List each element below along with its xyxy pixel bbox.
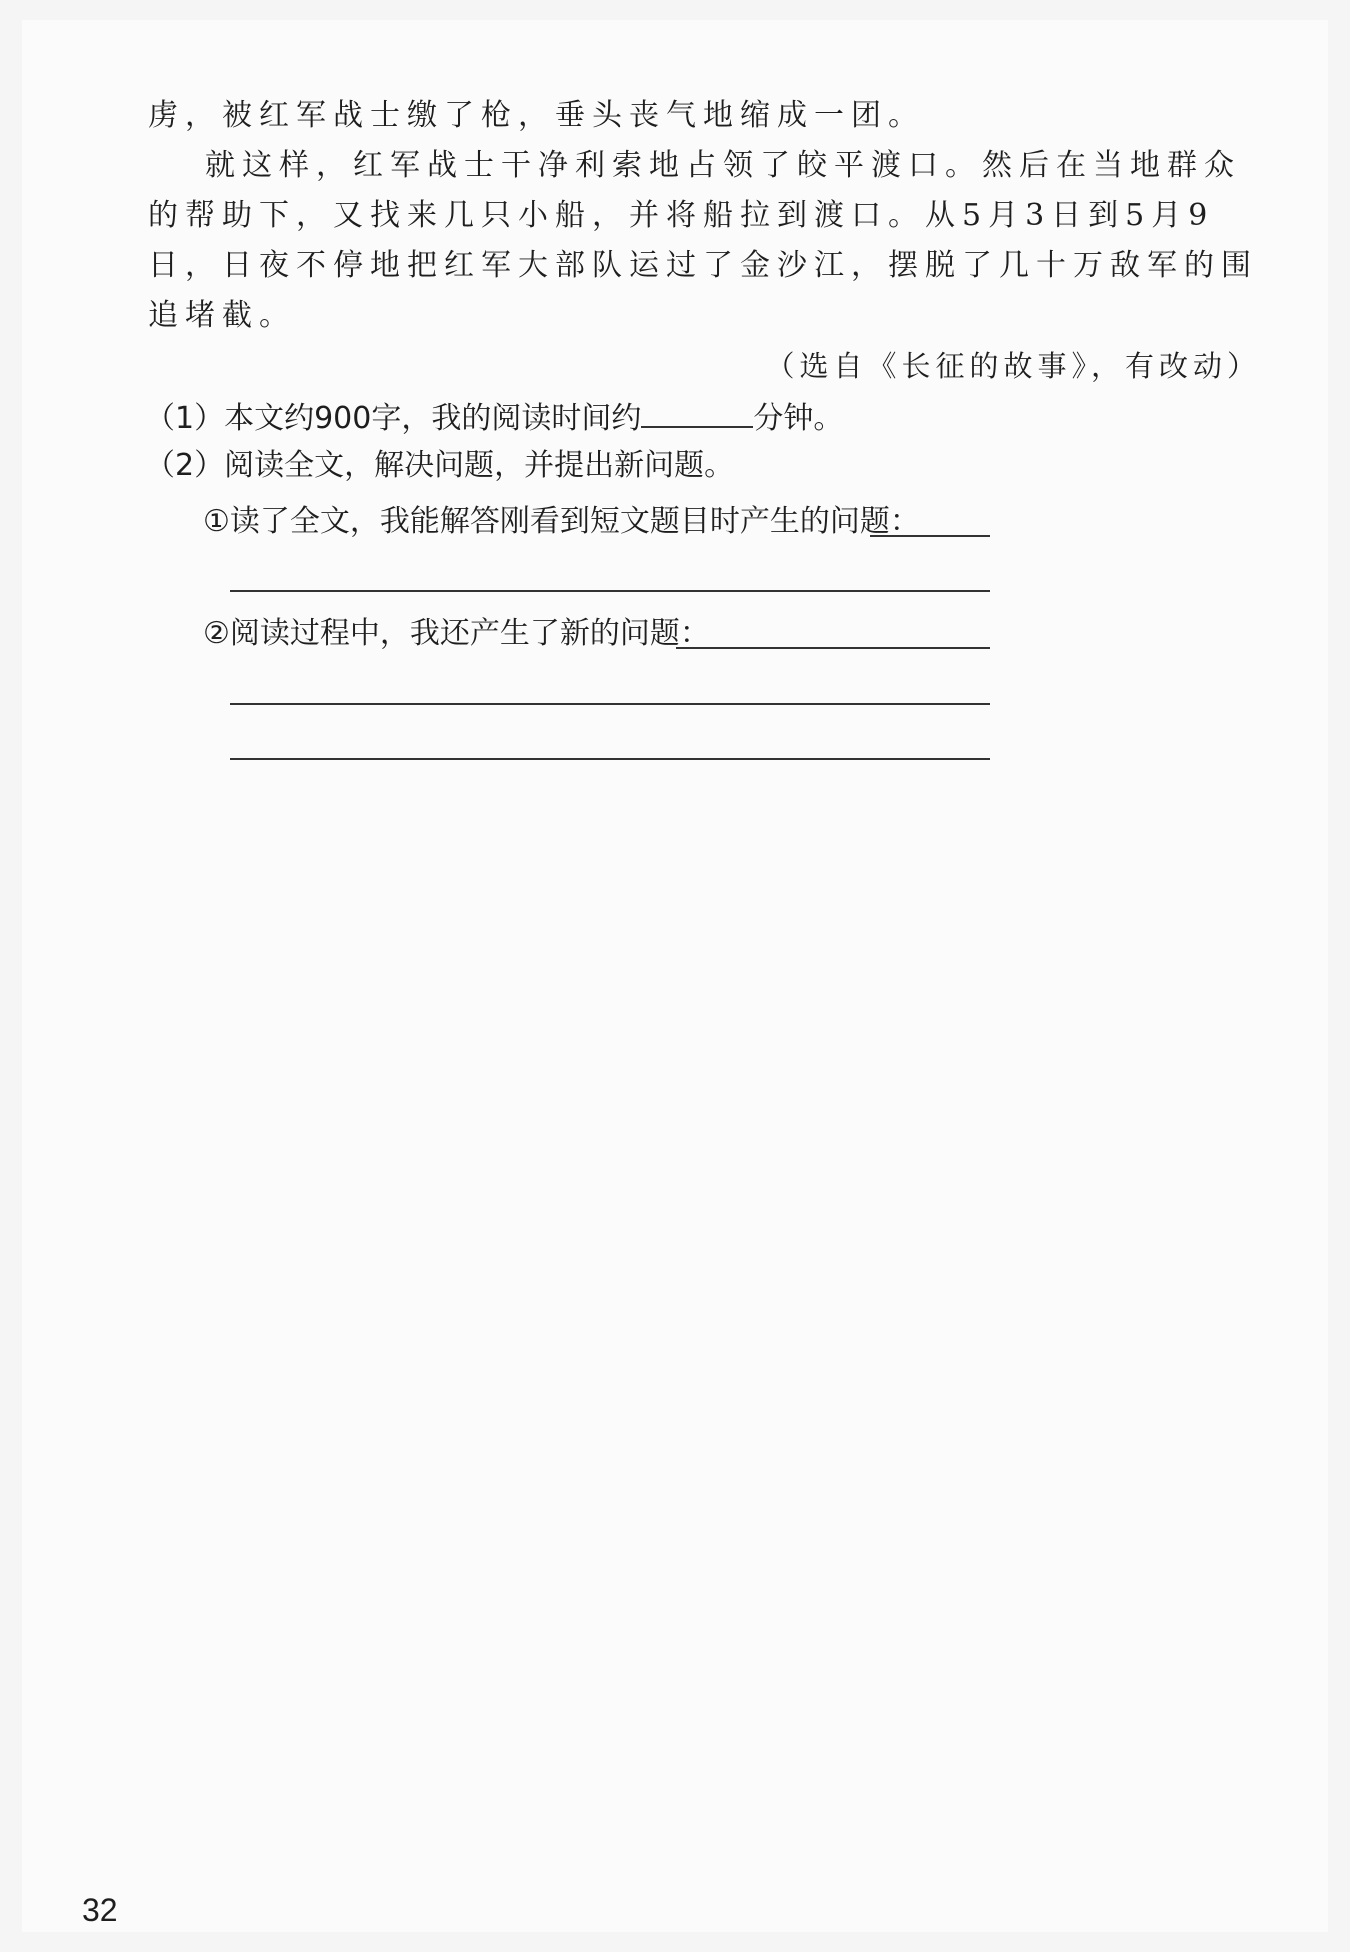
passage-line-4: 日，日夜不停地把红军大部队运过了金沙江，摆脱了几十万敌军的围: [148, 248, 1258, 283]
answer-line-1b[interactable]: [230, 590, 990, 592]
question-1-text: （1）本文约900字，我的阅读时间约: [145, 401, 642, 436]
question-1-unit: 分钟。: [753, 401, 844, 436]
question-2: （2）阅读全文，解决问题，并提出新问题。: [145, 448, 735, 483]
page-number: 32: [82, 1892, 118, 1928]
passage-line-3: 的帮助下，又找来几只小船，并将船拉到渡口。从5月3日到5月9: [148, 198, 1215, 233]
answer-line-2a[interactable]: [676, 647, 990, 649]
passage-line-5: 追堵截。: [148, 298, 296, 333]
passage-line-2: 就这样，红军战士干净利索地占领了皎平渡口。然后在当地群众: [205, 148, 1241, 183]
answer-line-2b[interactable]: [230, 703, 990, 705]
passage-source: （选自《长征的故事》，有改动）: [765, 349, 1261, 383]
answer-line-2c[interactable]: [230, 758, 990, 760]
question-2-sub-2: ②阅读过程中，我还产生了新的问题：: [203, 616, 710, 651]
reading-time-blank[interactable]: [641, 396, 753, 428]
question-2-sub-1: ①读了全文，我能解答刚看到短文题目时产生的问题：: [203, 504, 920, 539]
question-1: [145, 396, 843, 439]
answer-line-1a[interactable]: [870, 535, 990, 537]
passage-line-1: 虏，被红军战士缴了枪，垂头丧气地缩成一团。: [148, 98, 925, 133]
